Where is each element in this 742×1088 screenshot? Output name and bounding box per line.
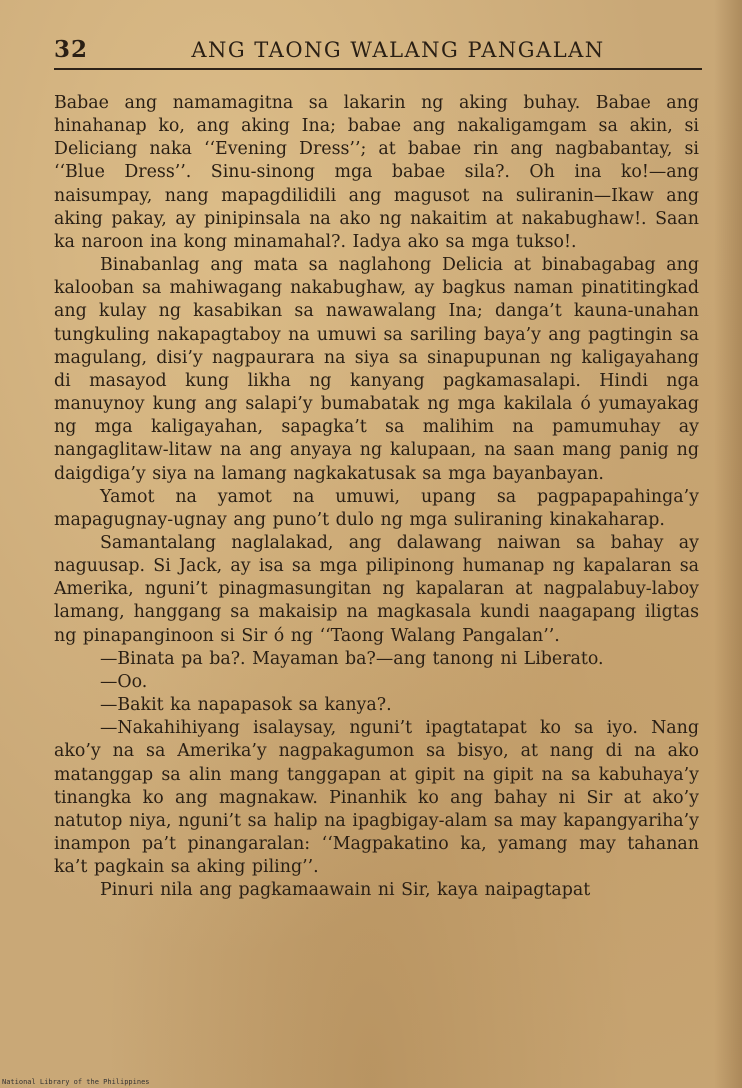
paragraph-4: Samantalang naglalakad, ang dalawang naiwan sa bahay ay naguusap. Si Jack, ay isa sa mga pilipinong humanap ng kapalaran sa Amerika, nguni’t pinagmasungitan ng kapalaran at nagpalabuy-laboy lamang, hanggang sa makaisip na magkasala kundi naagapang iligtas ng pinapanginoon si Sir ó ng ‘‘Taong Walang Pangalan’’.: [54, 532, 699, 646]
page-edge-shadow: [714, 0, 742, 1088]
dialogue-line-1: —Binata pa ba?. Mayaman ba?—ang tanong ni Liberato.: [100, 648, 604, 669]
paragraph-2: Binabanlag ang mata sa naglahong Delicia at binabagabag ang kalooban sa mahiwagang nakabughaw, ay bagkus naman pinatitingkad ang kulay ng kasabikan sa nawawalang Ina; danga’t kauna-unahan tungkuling nakapagtaboy na umuwi sa sariling baya’y ang pagtingin sa magulang, disi’y nagpaurara na siya sa sinapupunan ng kaligayahang di masayod kung likha ng kanyang pagkamasalapi. Hindi nga manuynoy kung ang salapi’y bumabatak ng mga kakilala ó yumayakag ng mga kaligayahan, sapagka’t sa malihim na pamumuhay ay nangaglitaw-litaw na ang anyaya ng kalupaan, na saan mang panig ng daigdiga’y siya na lamang nagkakatusak sa mga bayanbayan.: [54, 255, 699, 484]
page-header: [54, 34, 702, 70]
page-body: [54, 92, 699, 902]
book-page: [54, 34, 702, 1074]
library-credit: National Library of the Philippines: [2, 1078, 150, 1086]
page-number: 32: [54, 36, 89, 63]
dialogue-line-2: —Oo.: [100, 671, 148, 692]
paragraph-last: Pinuri nila ang pagkamaawain ni Sir, kaya naipagtapat: [100, 880, 591, 901]
dialogue-line-4: —Nakahihiyang isalaysay, nguni’t ipagtatapat ko sa iyo. Nang ako’y na sa Amerika’y nagpakagumon sa bisyo, at nang di na ako matanggap sa alin mang tanggapan at gipit na gipit na sa kabuhaya’y tinangka ko ang magnakaw. Pinanhik ko ang bahay ni Sir at ako’y natutop niya, nguni’t sa halip na ipagbigay-alam sa may kapangyariha’y inampon pa’t pinangaralan: ‘‘Magpakatino ka, yamang may tahanan ka’t pagkain sa aking piling’’.: [54, 718, 699, 878]
running-title: ANG TAONG WALANG PANGALAN: [191, 38, 605, 62]
paragraph-1: Babae ang namamagitna sa lakarin ng aking buhay. Babae ang hinahanap ko, ang aking Ina; babae ang nakaligamgam sa akin, si Deliciang naka ‘‘Evening Dress’’; at babae rin ang nagbabantay, si ‘‘Blue Dress’’. Sinu-sinong mga babae sila?. Oh ina ko!—ang naisumpay, nang mapagdilidili ang magusot na suliranin—Ikaw ang aking pakay, ay pinipinsala na ako ng nakaitim at nakabughaw!. Saan ka naroon ina kong minamahal?. Iadya ako sa mga tukso!.: [54, 93, 699, 252]
dialogue-line-3: —Bakit ka napapasok sa kanya?.: [100, 695, 392, 716]
paragraph-3: Yamot na yamot na umuwi, upang sa pagpapapahinga’y mapagugnay-ugnay ang puno’t dulo ng mga suliraning kinakaharap.: [54, 486, 699, 530]
